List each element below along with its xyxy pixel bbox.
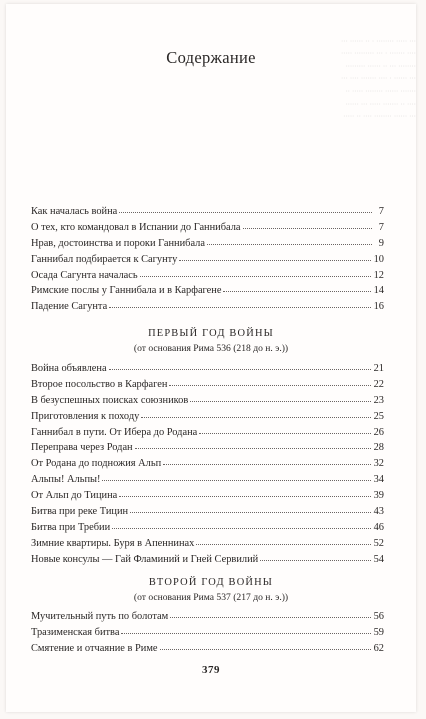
toc-entry-page: 22 xyxy=(373,378,384,390)
toc-entry-title: От Родана до подножия Альп xyxy=(31,458,162,470)
section-title: ВТОРОЙ ГОД ВОЙНЫ xyxy=(148,577,274,588)
section-subtitle: (от основания Рима 537 (217 до н. э.)) xyxy=(133,592,289,603)
page-title: Содержание xyxy=(166,48,256,67)
toc-entry xyxy=(31,283,384,299)
toc-entry-page: 9 xyxy=(378,237,384,249)
dot-leader xyxy=(199,424,370,434)
toc-entry-page: 59 xyxy=(373,626,384,638)
toc-entry-page: 10 xyxy=(373,253,384,265)
toc-entry-page: 26 xyxy=(373,426,384,438)
toc-entry xyxy=(31,299,384,315)
toc-entry-page: 14 xyxy=(373,285,384,297)
toc-entry xyxy=(31,220,384,236)
toc-entry-page: 28 xyxy=(373,442,384,454)
toc-intro-list xyxy=(31,204,384,315)
toc-entry-title: Нрав, достоинства и пороки Ганнибала xyxy=(31,237,205,249)
toc-section-2-list xyxy=(31,609,384,657)
toc-entry-page: 25 xyxy=(373,410,384,422)
toc-entry-title: Падение Сагунта xyxy=(31,301,108,313)
toc-entry-title: О тех, кто командовал в Испании до Ганнибала xyxy=(31,221,241,233)
toc-entry-title: Ганнибал подбирается к Сагунту xyxy=(31,253,178,265)
toc-entry-page: 7 xyxy=(378,206,384,217)
toc-entry-page: 34 xyxy=(373,474,384,486)
dot-leader xyxy=(112,519,370,529)
toc-entry-title: Альпы! Альпы! xyxy=(31,474,101,486)
toc-entry-title: Римские послы у Ганнибала и в Карфагене xyxy=(31,285,222,297)
dot-leader xyxy=(140,267,371,277)
dot-leader xyxy=(170,608,370,618)
toc-entry xyxy=(31,504,384,520)
toc-entry xyxy=(31,236,384,252)
dot-leader xyxy=(130,503,371,513)
toc-entry-page: 23 xyxy=(373,394,384,406)
dot-leader xyxy=(260,551,370,561)
toc-entry-title: Мучительный путь по болотам xyxy=(31,611,169,622)
dot-leader xyxy=(160,640,371,650)
dot-leader xyxy=(121,624,370,634)
toc-entry xyxy=(31,625,384,641)
dot-leader xyxy=(135,439,371,449)
toc-entry xyxy=(31,488,384,504)
toc-entry xyxy=(31,552,384,568)
toc-entry-title: Осада Сагунта началась xyxy=(31,269,138,281)
toc-entry xyxy=(31,425,384,441)
toc-entry-page: 46 xyxy=(373,521,384,533)
dot-leader xyxy=(141,408,370,418)
toc-entry-page: 12 xyxy=(373,269,384,281)
dot-leader xyxy=(196,535,370,545)
toc-entry-title: Зимние квартиры. Буря в Апеннинах xyxy=(31,537,195,549)
toc-entry-page: 32 xyxy=(373,458,384,470)
toc-entry-page: 56 xyxy=(373,611,384,622)
toc-entry xyxy=(31,252,384,268)
toc-entry xyxy=(31,520,384,536)
dot-leader xyxy=(179,251,370,261)
toc-entry xyxy=(31,456,384,472)
toc-entry xyxy=(31,641,384,657)
toc-entry-title: Ганнибал в пути. От Ибера до Родана xyxy=(31,426,198,438)
toc-entry-page: 52 xyxy=(373,537,384,549)
toc-section-1-list xyxy=(31,361,384,568)
toc-entry xyxy=(31,268,384,284)
toc-entry xyxy=(31,609,384,625)
toc-entry-title: Как началась война xyxy=(31,206,118,217)
toc-entry-page: 21 xyxy=(373,363,384,374)
dot-leader xyxy=(119,203,372,213)
toc-entry xyxy=(31,361,384,377)
dot-leader xyxy=(109,360,371,370)
dot-leader xyxy=(223,282,370,292)
toc-entry-title: Второе посольство в Карфаген xyxy=(31,378,168,390)
toc-entry-page: 16 xyxy=(373,301,384,313)
toc-entry-title: Новые консулы — Гай Фламиний и Гней Сервилий xyxy=(31,553,259,565)
dot-leader xyxy=(102,471,370,481)
toc-entry-page: 43 xyxy=(373,506,384,518)
dot-leader xyxy=(243,219,372,229)
dot-leader xyxy=(119,487,370,497)
dot-leader xyxy=(163,455,370,465)
toc-entry xyxy=(31,409,384,425)
toc-entry xyxy=(31,536,384,552)
toc-entry-title: В безуспешных поисках союзников xyxy=(31,394,189,406)
section-subtitle: (от основания Рима 536 (218 до н. э.)) xyxy=(133,343,289,354)
dot-leader xyxy=(109,298,370,308)
toc-entry xyxy=(31,204,384,220)
dot-leader xyxy=(169,376,370,386)
toc-entry-title: Тразименская битва xyxy=(31,626,120,638)
toc-entry-page: 7 xyxy=(378,221,384,233)
toc-entry-title: Смятение и отчаяние в Риме xyxy=(31,642,158,654)
dot-leader xyxy=(190,392,370,402)
section-title: ПЕРВЫЙ ГОД ВОЙНЫ xyxy=(148,328,274,339)
toc-entry xyxy=(31,393,384,409)
show-through-text: ··· ····· ········ · ·· ······ ··· ···· ······· · ··· ········· ····· ········ ··· ·· ······ ········· ··· ······ · ···· ······· ···· ··· ······· ······ ········ ····· ·· ···· ·· ······· ····· ··· ······ ··· ······ ········ ···· ·· ····· xyxy=(341,35,416,122)
toc-entry-title: От Альп до Тицина xyxy=(31,490,118,502)
toc-entry xyxy=(31,377,384,393)
toc-entry xyxy=(31,440,384,456)
toc-entry-title: Война объявлена xyxy=(31,363,107,374)
book-page xyxy=(6,4,416,712)
toc-entry-page: 62 xyxy=(373,642,384,654)
toc-entry-title: Приготовления к походу xyxy=(31,410,140,422)
toc-entry-title: Битва при Требии xyxy=(31,521,111,533)
toc-entry xyxy=(31,472,384,488)
dot-leader xyxy=(207,235,372,245)
toc-entry-title: Битва при реке Тицин xyxy=(31,506,129,518)
toc-entry-page: 39 xyxy=(373,490,384,502)
page-number: 379 xyxy=(202,664,220,676)
toc-entry-page: 54 xyxy=(373,553,384,565)
toc-entry-title: Переправа через Родан xyxy=(31,442,133,454)
